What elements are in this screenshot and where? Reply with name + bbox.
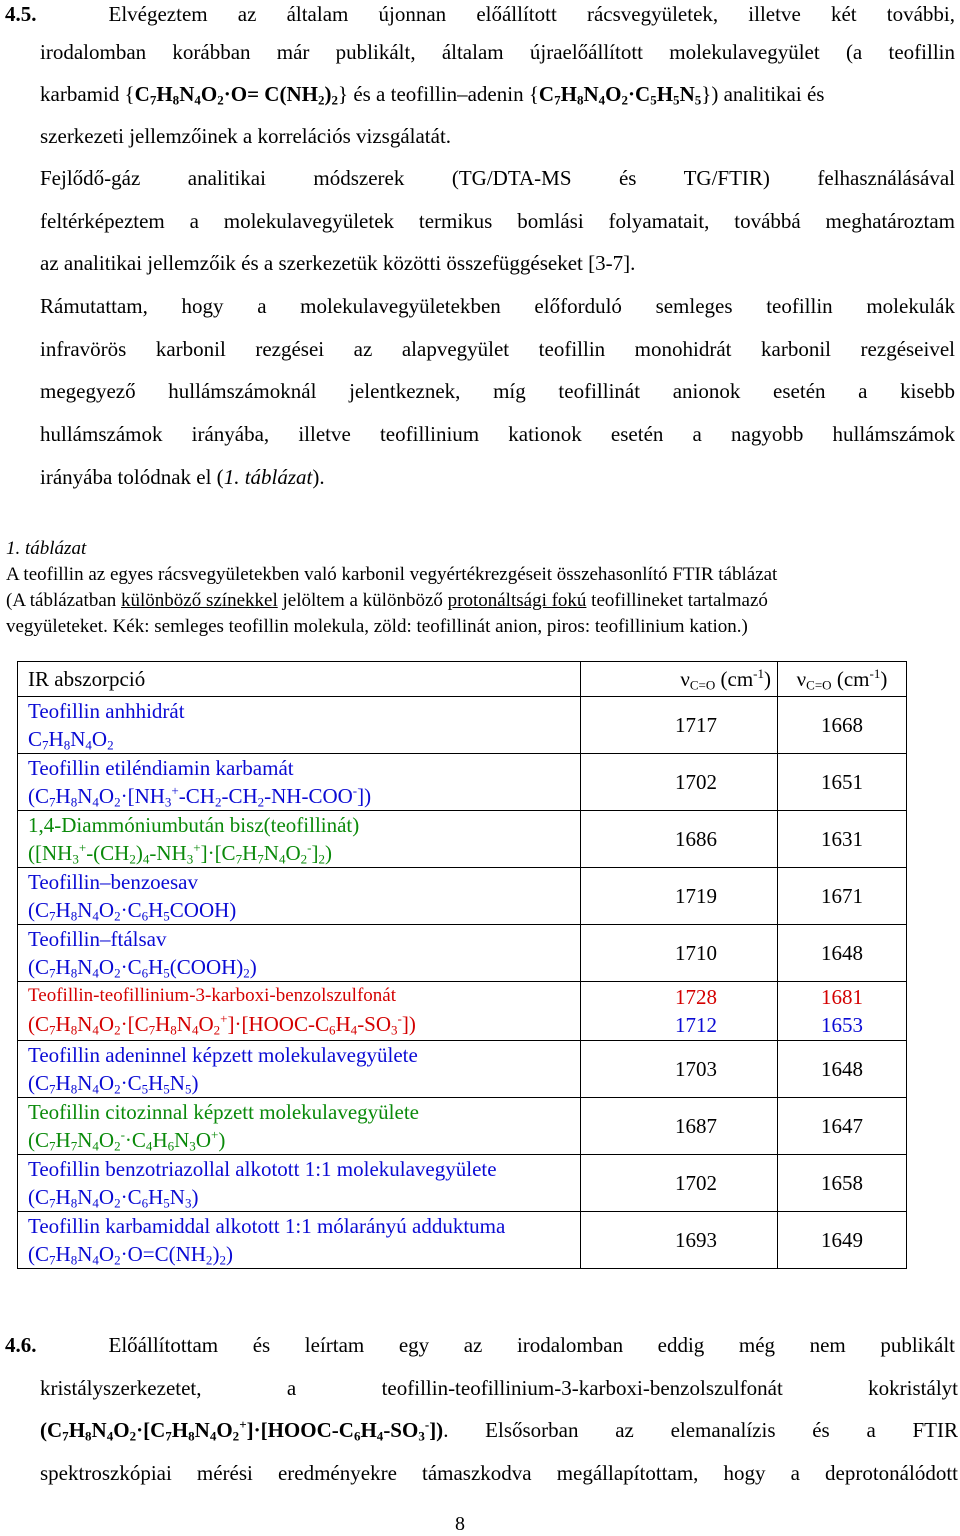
value-2: 1671 <box>778 868 907 925</box>
compound-name: Teofillin–benzoesav $(C_7H_8N_4O_2\cdot C_6H_5COOH)$ <box>18 868 581 925</box>
body-line: irányába tolódnak el (1. táblázat). <box>40 465 325 489</box>
body-line-formula: karbamid $\{C_7H_8N_4O_2\cdot O= C(NH_2)_2\}$ és a teofillin–adenin $\{C_7H_8N_4O_2\cdot C_5H_5N_5\}$) analitikai és <box>40 82 825 108</box>
table-row <box>18 925 907 982</box>
value-2: 1668 <box>778 697 907 754</box>
table-row <box>18 982 907 1041</box>
body-line: az analitikai jellemzőik és a szerkezetük közötti összefüggéseket [3-7]. <box>40 251 636 275</box>
body-line: Rámutattam, hogy a molekulavegyületekben előforduló semleges teofillin molekulák <box>40 294 955 318</box>
body-line-formula: $(C_7H_8N_4O_2\cdot[C_7H_8N_4O_2^+]\cdot[HOOC-C_6H_4-SO_3^-])$ . Elsősorban az elemanalízis és a FTIR <box>40 1417 958 1444</box>
value-2: 1647 <box>778 1098 907 1155</box>
value-2: 1631 <box>778 811 907 868</box>
ir-table <box>17 661 907 1269</box>
value-1: 1686 <box>581 811 778 868</box>
table-row <box>18 868 907 925</box>
value-2: 1681 1653 <box>778 982 907 1041</box>
compound-name: Teofillin etiléndiamin karbamát $(C_7H_8N_4O_2\cdot[NH_3^+-CH_2-CH_2-NH-COO^-])$ <box>18 754 581 811</box>
table-row <box>18 811 907 868</box>
compound-name: Teofillin–ftálsav $(C_7H_8N_4O_2\cdot C_6H_5(COOH)_2)$ <box>18 925 581 982</box>
compound-name: Teofillin adeninnel képzett molekulavegyülete $(C_7H_8N_4O_2\cdot C_5H_5N_5)$ <box>18 1041 581 1098</box>
value-1: 1728 1712 <box>581 982 778 1041</box>
compound-name: Teofillin benzotriazollal alkotott 1:1 molekulavegyülete $(C_7H_8N_4O_2\cdot C_6H_5N_3)$ <box>18 1155 581 1212</box>
table-row <box>18 754 907 811</box>
table-row <box>18 1155 907 1212</box>
compound-name: 1,4-Diammóniumbután bisz(teofillinát) $([NH_3^+-(CH_2)_4-NH_3^+]\cdot[C_7H_7N_4O_2^-]_2)$ <box>18 811 581 868</box>
page-number: 8 <box>455 1513 465 1535</box>
body-line: megegyező hullámszámoknál jelentkeznek, míg teofillinát anionok esetén a kisebb <box>40 379 955 403</box>
value-2: 1648 <box>778 925 907 982</box>
compound-name: Teofillin-teofillinium-3-karboxi-benzolszulfonát $(C_7H_8N_4O_2\cdot[C_7H_8N_4O_2^+]\cdot[HOOC-C_6H_4-SO_3^-])$ <box>18 982 581 1041</box>
body-line: Fejlődő-gáz analitikai módszerek (TG/DTA-MS és TG/FTIR) felhasználásával <box>40 166 955 190</box>
table-caption-line: vegyületeket. Kék: semleges teofillin molekula, zöld: teofillinát anion, piros: teofillinium kation.) <box>6 616 748 637</box>
value-1: 1693 <box>581 1212 778 1269</box>
section-number: 4.5. <box>5 2 37 26</box>
table-caption-line: A teofillin az egyes rácsvegyületekben való karbonil vegyértékrezgéseit összehasonlító FTIR táblázat <box>6 564 778 585</box>
body-line: spektroszkópiai mérési eredményekre támaszkodva megállapítottam, hogy a deprotonálódott <box>40 1461 958 1485</box>
header-ir: IR abszorpció <box>18 662 581 697</box>
compound-name: Teofillin anhhidrát $C_7H_8N_4O_2$ <box>18 697 581 754</box>
value-1: 1702 <box>581 1155 778 1212</box>
value-2: 1651 <box>778 754 907 811</box>
value-1: 1719 <box>581 868 778 925</box>
value-1: 1687 <box>581 1098 778 1155</box>
table-label: 1. táblázat <box>6 538 87 559</box>
body-line: feltérképeztem a molekulavegyületek termikus bomlási folyamatait, továbbá meghatároztam <box>40 209 955 233</box>
value-1: 1702 <box>581 754 778 811</box>
table-reference: 1. táblázat <box>223 465 313 489</box>
section-4-5-first-line <box>5 2 955 26</box>
section-text: Elvégeztem az általam újonnan előállított rácsvegyületek, illetve két további, <box>108 2 955 26</box>
header-nu-2: $\nu_{C=O}$ $(cm^{-1})$ <box>778 662 907 697</box>
body-line: szerkezeti jellemzőinek a korrelációs vizsgálatát. <box>40 124 452 148</box>
table-row <box>18 1212 907 1269</box>
body-line: irodalomban korábban már publikált, általam újraelőállított molekulavegyület (a teofillin <box>40 40 955 64</box>
section-text: Előállítottam és leírtam egy az irodalomban eddig még nem publikált <box>108 1333 955 1357</box>
value-1: 1703 <box>581 1041 778 1098</box>
table-row <box>18 697 907 754</box>
table-row <box>18 1098 907 1155</box>
body-line: kristályszerkezetet, a teofillin-teofillinium-3-karboxi-benzolszulfonát kokristályt <box>40 1376 958 1400</box>
body-line: hullámszámok irányába, illetve teofillinium kationok esetén a nagyobb hullámszámok <box>40 422 955 446</box>
header-nu-1: $\nu_{C=O}$ $(cm^{-1})$ <box>581 662 778 697</box>
value-1: 1717 <box>581 697 778 754</box>
value-2: 1658 <box>778 1155 907 1212</box>
table-header-row <box>18 662 907 697</box>
compound-name: Teofillin citozinnal képzett molekulavegyülete $(C_7H_7N_4O_2^-\cdot C_4H_6N_3O^+)$ <box>18 1098 581 1155</box>
value-2: 1648 <box>778 1041 907 1098</box>
compound-name: Teofillin karbamiddal alkotott 1:1 mólarányú adduktuma $(C_7H_8N_4O_2\cdot O=C(NH_2)_2)$ <box>18 1212 581 1269</box>
table-caption-line: (A táblázatban különböző színekkel jelöltem a különböző protonáltsági fokú teofillineket tartalmazó <box>6 590 768 611</box>
value-2: 1649 <box>778 1212 907 1269</box>
table-row <box>18 1041 907 1098</box>
section-number: 4.6. <box>5 1333 37 1357</box>
section-4-6-first-line <box>5 1333 955 1357</box>
body-line: infravörös karbonil rezgései az alapvegyület teofillin monohidrát karbonil rezgéseivel <box>40 337 955 361</box>
value-1: 1710 <box>581 925 778 982</box>
